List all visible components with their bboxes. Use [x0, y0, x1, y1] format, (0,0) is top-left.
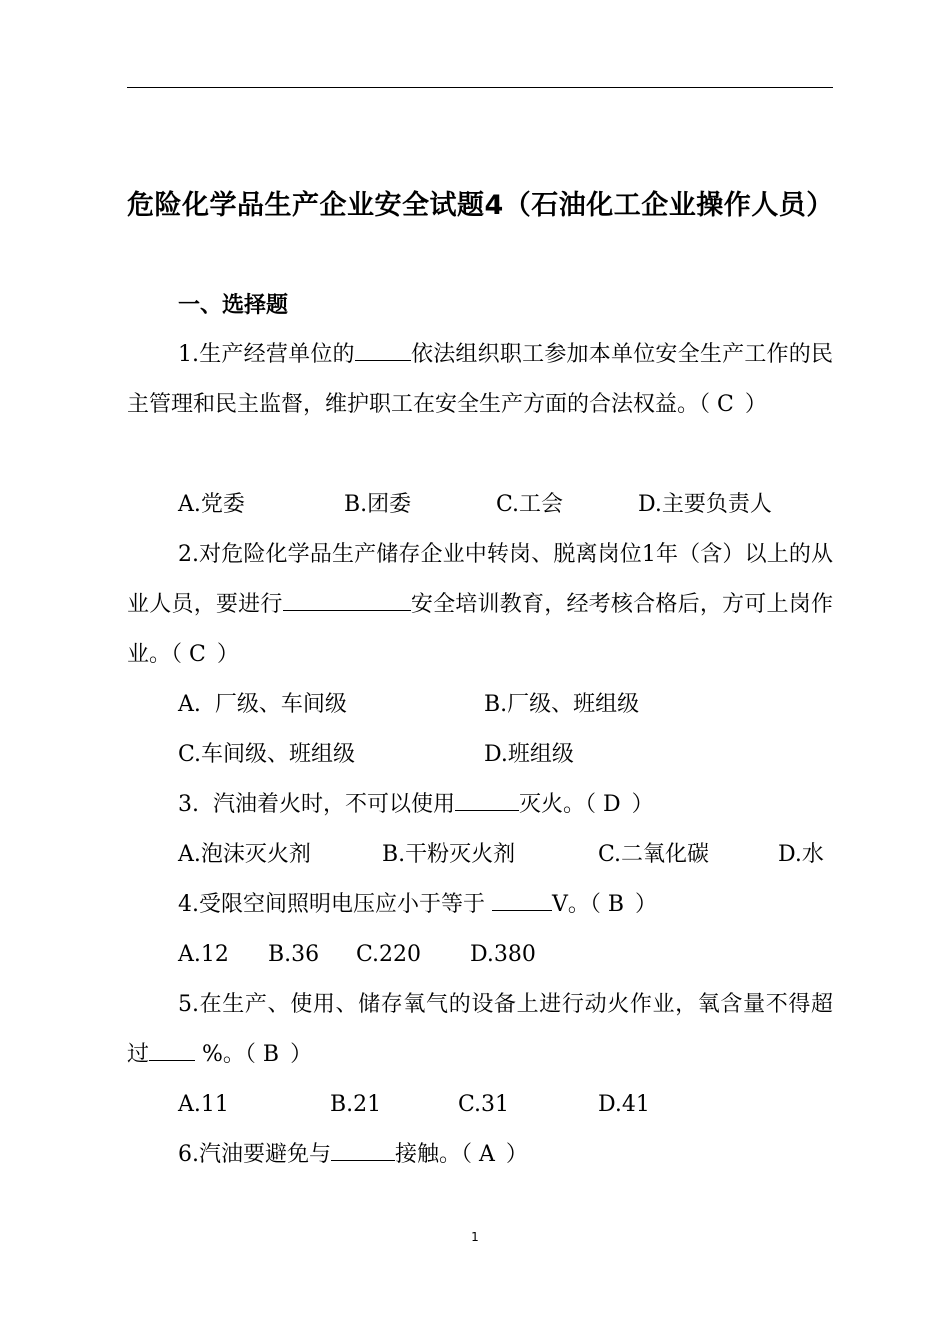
answer-blank: [492, 890, 552, 911]
option-b: B.36: [268, 942, 320, 967]
question-1: 1.生产经营单位的 依法组织职工参加本单位安全生产工作的民主管理和民主监督，维护职工在安全生产方面的合法权益。（ C ）: [127, 342, 833, 417]
question-2: 2.对危险化学品生产储存企业中转岗、脱离岗位1年（含）以上的从业人员，要进行 安全培训教育，经考核合格后，方可上岗作业。（ C ）: [127, 542, 833, 667]
option-d: D.380: [470, 942, 536, 967]
section-heading: 一、选择题: [178, 293, 289, 318]
question-6-answer: A: [479, 1142, 499, 1167]
question-6-stem-cont: 接触。（: [395, 1142, 473, 1167]
question-5-stem: 5.在生产、使用、储存氧气的设备上进行动火作业，氧含量不得超过: [127, 992, 833, 1067]
option-a: A.11: [178, 1092, 229, 1117]
option-c: C.工会: [496, 492, 564, 517]
question-5: 5.在生产、使用、储存氧气的设备上进行动火作业，氧含量不得超过 %。（ B ）: [127, 992, 833, 1067]
option-c: C.车间级、班组级: [178, 742, 356, 767]
question-2-stem: 2.对危险化学品生产储存企业中转岗、脱离岗位1年（含）以上的从业人员，要进行: [127, 542, 833, 617]
question-2-answer: C: [189, 642, 210, 667]
question-4: 4.受限空间照明电压应小于等于 V。（ B ）: [178, 892, 658, 917]
question-4-answer: B: [607, 892, 629, 917]
question-2-stem-cont: 安全培训教育，经考核合格后，方可上岗作业。（: [127, 592, 833, 667]
question-3-answer: D: [603, 792, 625, 817]
question-3-stem-cont: 灭火。（: [518, 792, 596, 817]
answer-blank: [355, 340, 411, 361]
option-b: B.干粉灭火剂: [382, 842, 516, 867]
option-d: D.班组级: [484, 742, 574, 767]
question-6: 6.汽油要避免与 接触。（ A ）: [178, 1142, 528, 1167]
answer-blank: [149, 1040, 195, 1061]
option-a: A.党委: [178, 492, 245, 517]
question-6-stem: 6.汽油要避免与: [178, 1142, 331, 1167]
header-rule: [127, 87, 833, 88]
question-3-stem: 3. 汽油着火时，不可以使用: [178, 792, 455, 817]
option-d: D.41: [598, 1092, 650, 1117]
option-a: A. 厂级、车间级: [178, 692, 347, 717]
question-5-answer: B: [262, 1042, 284, 1067]
page-number: 1: [471, 1230, 479, 1244]
option-c: C.二氧化碳: [598, 842, 710, 867]
option-b: B.21: [330, 1092, 382, 1117]
question-5-stem-cont: %。（: [195, 1042, 256, 1067]
answer-blank: [283, 590, 411, 611]
question-1-stem: 1.生产经营单位的: [178, 342, 355, 367]
option-b: B.厂级、班组级: [484, 692, 640, 717]
question-1-stem-cont: 依法组织职工参加本单位安全生产工作的民主管理和民主监督，维护职工在安全生产方面的合法权益。（: [127, 342, 833, 417]
option-c: C.31: [458, 1092, 510, 1117]
document-title: 危险化学品生产企业安全试题4（石油化工企业操作人员）: [127, 190, 834, 221]
option-c: C.220: [356, 942, 422, 967]
answer-blank: [331, 1140, 395, 1161]
question-4-stem-cont: V。（: [551, 892, 601, 917]
option-b: B.团委: [344, 492, 412, 517]
option-d: D.水: [778, 842, 824, 867]
question-1-answer: C: [717, 392, 738, 417]
option-a: A.12: [178, 942, 229, 967]
answer-blank: [455, 790, 519, 811]
question-4-stem: 4.受限空间照明电压应小于等于: [178, 892, 492, 917]
question-3: 3. 汽油着火时，不可以使用 灭火。（ D ）: [178, 792, 654, 817]
option-d: D.主要负责人: [638, 492, 772, 517]
option-a: A.泡沫灭火剂: [178, 842, 311, 867]
